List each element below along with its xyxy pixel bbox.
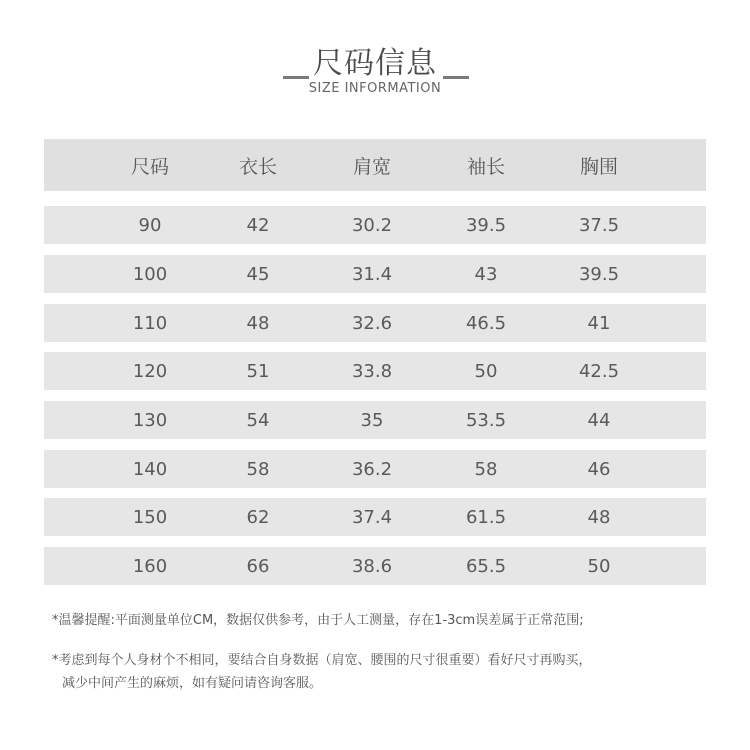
header-length: 衣长 bbox=[238, 155, 277, 178]
cell-sleeve: 61.5 bbox=[465, 506, 507, 528]
table-row bbox=[44, 206, 706, 244]
cell-chest: 48 bbox=[587, 506, 611, 528]
header-chest: 胸围 bbox=[579, 155, 618, 178]
cell-shoulder: 32.6 bbox=[351, 312, 393, 334]
cell-chest: 44 bbox=[587, 409, 611, 431]
cell-length: 48 bbox=[246, 312, 270, 334]
header-sleeve: 袖长 bbox=[466, 155, 505, 178]
cell-size: 90 bbox=[138, 214, 162, 236]
cell-sleeve: 58 bbox=[474, 458, 498, 480]
cell-shoulder: 38.6 bbox=[351, 555, 393, 577]
cell-shoulder: 30.2 bbox=[351, 214, 393, 236]
cell-sleeve: 53.5 bbox=[465, 409, 507, 431]
header-size: 尺码 bbox=[130, 155, 169, 178]
cell-length: 66 bbox=[246, 555, 270, 577]
cell-size: 150 bbox=[132, 506, 168, 528]
cell-length: 42 bbox=[246, 214, 270, 236]
cell-size: 120 bbox=[132, 360, 168, 382]
cell-length: 45 bbox=[246, 263, 270, 285]
cell-length: 54 bbox=[246, 409, 270, 431]
cell-size: 140 bbox=[132, 458, 168, 480]
title-block bbox=[0, 40, 750, 100]
table-header bbox=[44, 139, 706, 191]
cell-sleeve: 50 bbox=[474, 360, 498, 382]
page-subtitle: SIZE INFORMATION bbox=[308, 81, 442, 96]
cell-length: 51 bbox=[246, 360, 270, 382]
title-dash-right bbox=[443, 76, 469, 79]
cell-chest: 50 bbox=[587, 555, 611, 577]
cell-shoulder: 33.8 bbox=[351, 360, 393, 382]
cell-shoulder: 37.4 bbox=[351, 506, 393, 528]
title-dash-left bbox=[283, 76, 309, 79]
cell-chest: 37.5 bbox=[578, 214, 620, 236]
header-shoulder: 肩宽 bbox=[352, 155, 391, 178]
table-row bbox=[44, 352, 706, 390]
note-advice-line2: 减少中间产生的麻烦，如有疑问请咨询客服。 bbox=[62, 676, 323, 691]
table-row bbox=[44, 401, 706, 439]
table-row bbox=[44, 304, 706, 342]
note-measurement: *温馨提醒:平面测量单位CM，数据仅供参考，由于人工测量，存在1-3cm误差属于正常范围; bbox=[52, 613, 584, 628]
cell-chest: 46 bbox=[587, 458, 611, 480]
table-row bbox=[44, 255, 706, 293]
cell-size: 100 bbox=[132, 263, 168, 285]
cell-shoulder: 31.4 bbox=[351, 263, 393, 285]
cell-sleeve: 43 bbox=[474, 263, 498, 285]
table-row bbox=[44, 547, 706, 585]
cell-sleeve: 46.5 bbox=[465, 312, 507, 334]
cell-sleeve: 65.5 bbox=[465, 555, 507, 577]
page-title: 尺码信息 bbox=[313, 46, 437, 81]
cell-chest: 42.5 bbox=[578, 360, 620, 382]
table-row bbox=[44, 450, 706, 488]
table-row bbox=[44, 498, 706, 536]
cell-chest: 39.5 bbox=[578, 263, 620, 285]
cell-size: 110 bbox=[132, 312, 168, 334]
cell-shoulder: 35 bbox=[360, 409, 384, 431]
cell-chest: 41 bbox=[587, 312, 611, 334]
cell-size: 130 bbox=[132, 409, 168, 431]
note-advice-line1: *考虑到每个人身材个不相同，要结合自身数据（肩宽、腰围的尺寸很重要）看好尺寸再购买， bbox=[52, 653, 592, 668]
cell-size: 160 bbox=[132, 555, 168, 577]
cell-length: 58 bbox=[246, 458, 270, 480]
cell-sleeve: 39.5 bbox=[465, 214, 507, 236]
cell-length: 62 bbox=[246, 506, 270, 528]
cell-shoulder: 36.2 bbox=[351, 458, 393, 480]
